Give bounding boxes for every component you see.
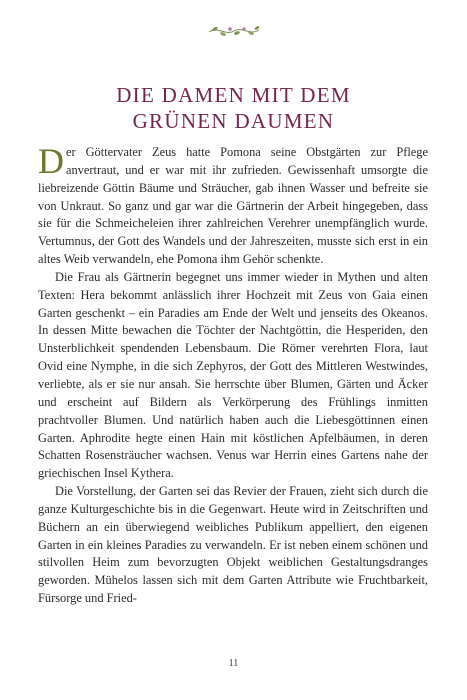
chapter-title-line-2: GRÜNEN DAUMEN: [132, 109, 335, 133]
chapter-title-line-1: DIE DAMEN MIT DEM: [116, 83, 351, 107]
paragraph-1-text: er Göttervater Zeus hatte Pomona seine Obstgärten zur Pflege anvertraut, und er war mit ihr zufrieden. Gewissenhaft umsorgte die liebreizende Göttin Bäume und Sträucher, gab ihnen Wasser und befreite sie von Unkraut. So ganz und gar war die Gärtnerin der Arbeit hingegeben, dass sie für die Schmeicheleien ihrer zahlreichen Verehrer unempfänglich wurde. Vertumnus, der Gott des Wandels und der Jahreszeiten, musste sich erst in ein altes Weib verwandeln, ehe Pomona ihm Gehör schenkte.: [38, 145, 428, 267]
paragraph-1: [38, 141, 428, 269]
floral-vine-icon: [206, 22, 262, 40]
chapter-title: [0, 82, 467, 134]
body-text: [38, 141, 428, 608]
paragraph-3: Die Vorstellung, der Garten sei das Revier der Frauen, zieht sich durch die ganze Kulturgeschichte bis in die Gegenwart. Heute wird in Zeitschriften und Büchern an ein überwiegend weibliches Publikum appelliert, den eigenen Garten in ein kleines Paradies zu verwandeln. Er ist neben einem schönen und stilvollen Heim zum bevorzugten Objekt weiblichen Gestaltungsdranges geworden. Mühelos lassen sich mit dem Garten Attribute wie Fruchtbarkeit, Fürsorge und Fried-: [38, 484, 428, 606]
drop-cap: D: [38, 141, 64, 181]
paragraph-2: Die Frau als Gärtnerin begegnet uns immer wieder in Mythen und alten Texten: Hera bekommt anlässlich ihrer Hochzeit mit Zeus von Gaia einen Garten geschenkt – ein Paradies am Ende der Welt und jenseits des Okeanos. In dessen Mitte bewachen die Töchter der Nachtgöttin, die Hesperiden, den Unsterblichkeit spendenden Lebensbaum. Die Römer verehrten Flora, laut Ovid eine Nymphe, in die sich Zephyros, der Gott des Mittleren Westwindes, verliebte, als er sie nur ansah. Sie herrschte über Blumen, Gärten und Äcker und erscheint auf Bildern als Verkörperung des Frühlings inmitten prachtvoller Blumen. Und natürlich haben auch die Liebesgöttinnen einen Garten. Aphrodite hegte einen Hain mit köstlichen Apfelbäumen, in deren Schatten Rosensträucher wachsen. Venus war Herrin eines Gartens nahe der griechischen Insel Kythera.: [38, 269, 428, 481]
page-number: 11: [228, 658, 239, 669]
